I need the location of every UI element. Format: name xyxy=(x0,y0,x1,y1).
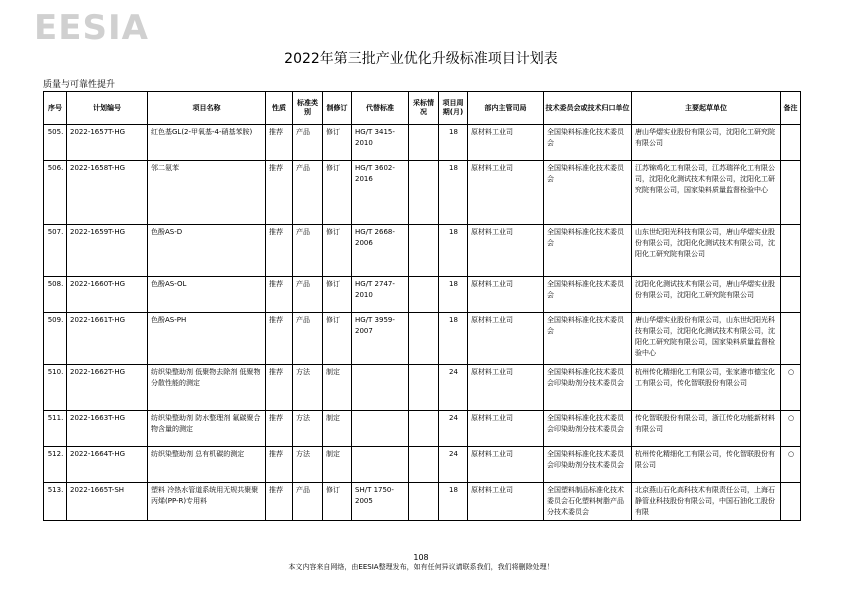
cell-category: 产品 xyxy=(293,125,323,161)
cell-technical-committee: 全国染料标准化技术委员会 xyxy=(544,161,632,225)
table-row xyxy=(44,447,801,483)
cell-nature: 推荐 xyxy=(266,125,293,161)
cell-technical-committee: 全国染料标准化技术委员会 xyxy=(544,225,632,277)
cell-seq: 507. xyxy=(44,225,67,277)
cell-note xyxy=(781,483,801,521)
cell-technical-committee: 全国塑料制品标准化技术委员会石化塑料树脂产品分技术委员会 xyxy=(544,483,632,521)
cell-project-name: 邻二氨苯 xyxy=(148,161,266,225)
cell-category: 产品 xyxy=(293,277,323,313)
cell-revision: 修订 xyxy=(323,313,352,365)
cell-seq: 505. xyxy=(44,125,67,161)
cell-category: 产品 xyxy=(293,313,323,365)
cell-revision: 制定 xyxy=(323,365,352,411)
eesia-logo: EESIA xyxy=(34,8,149,48)
table-row xyxy=(44,313,801,365)
cell-seq: 513. xyxy=(44,483,67,521)
cell-note xyxy=(781,161,801,225)
cell-department: 原材料工业司 xyxy=(468,225,544,277)
cell-project-name: 纺织染整助剂 总有机碳的测定 xyxy=(148,447,266,483)
table-row xyxy=(44,125,801,161)
header-period: 项目周期(月) xyxy=(439,92,468,125)
cell-nature: 推荐 xyxy=(266,225,293,277)
cell-note xyxy=(781,313,801,365)
cell-nature: 推荐 xyxy=(266,365,293,411)
cell-technical-committee: 全国染料标准化技术委员会印染助剂分技术委员会 xyxy=(544,365,632,411)
table-row xyxy=(44,161,801,225)
cell-revision: 修订 xyxy=(323,225,352,277)
table-row xyxy=(44,225,801,277)
cell-technical-committee: 全国染料标准化技术委员会印染助剂分技术委员会 xyxy=(544,411,632,447)
cell-period: 24 xyxy=(439,411,468,447)
cell-adoption xyxy=(409,447,439,483)
cell-drafting-organizations: 北京燕山石化高科技术有限责任公司，上海石静管业科技股份有限公司，中国石油化工股份有限 xyxy=(632,483,781,521)
cell-nature: 推荐 xyxy=(266,161,293,225)
cell-seq: 512. xyxy=(44,447,67,483)
header-note: 备注 xyxy=(781,92,801,125)
cell-replaces xyxy=(352,365,409,411)
cell-replaces xyxy=(352,411,409,447)
cell-drafting-organizations: 江苏锦鸡化工有限公司，江苏瑞祥化工有限公司，沈阳化化测试技术有限公司，沈阳化工研究院有限公司，国家染料质量监督检验中心 xyxy=(632,161,781,225)
cell-period: 24 xyxy=(439,447,468,483)
header-plan-number: 计划编号 xyxy=(67,92,148,125)
cell-category: 产品 xyxy=(293,483,323,521)
table-row xyxy=(44,411,801,447)
cell-seq: 510. xyxy=(44,365,67,411)
cell-plan-number: 2022-1658T-HG xyxy=(67,161,148,225)
header-technical-committee: 技术委员会或技术归口单位 xyxy=(544,92,632,125)
cell-adoption xyxy=(409,365,439,411)
cell-seq: 508. xyxy=(44,277,67,313)
cell-replaces: HG/T 2668-2006 xyxy=(352,225,409,277)
cell-period: 18 xyxy=(439,277,468,313)
cell-department: 原材料工业司 xyxy=(468,483,544,521)
cell-category: 方法 xyxy=(293,411,323,447)
cell-revision: 制定 xyxy=(323,411,352,447)
cell-drafting-organizations: 沈阳化化测试技术有限公司，唐山华熠实业股份有限公司，沈阳化工研究院有限公司 xyxy=(632,277,781,313)
cell-plan-number: 2022-1662T-HG xyxy=(67,365,148,411)
page-number: 108 xyxy=(413,553,429,562)
cell-seq: 506. xyxy=(44,161,67,225)
cell-department: 原材料工业司 xyxy=(468,365,544,411)
cell-department: 原材料工业司 xyxy=(468,313,544,365)
cell-note xyxy=(781,225,801,277)
cell-adoption xyxy=(409,277,439,313)
cell-category: 方法 xyxy=(293,447,323,483)
cell-plan-number: 2022-1657T-HG xyxy=(67,125,148,161)
header-department: 部内主管司局 xyxy=(468,92,544,125)
cell-period: 24 xyxy=(439,365,468,411)
header-seq: 序号 xyxy=(44,92,67,125)
cell-replaces: SH/T 1750-2005 xyxy=(352,483,409,521)
cell-replaces: HG/T 3602-2016 xyxy=(352,161,409,225)
cell-note: ○ xyxy=(781,411,801,447)
cell-project-name: 纺织染整助剂 低聚物去除剂 低聚物分散性能的测定 xyxy=(148,365,266,411)
header-category: 标准类别 xyxy=(293,92,323,125)
cell-seq: 511. xyxy=(44,411,67,447)
cell-department: 原材料工业司 xyxy=(468,447,544,483)
cell-category: 产品 xyxy=(293,225,323,277)
cell-adoption xyxy=(409,483,439,521)
cell-adoption xyxy=(409,161,439,225)
header-revision: 制修订 xyxy=(323,92,352,125)
standards-table xyxy=(43,91,801,521)
cell-plan-number: 2022-1661T-HG xyxy=(67,313,148,365)
cell-plan-number: 2022-1664T-HG xyxy=(67,447,148,483)
cell-technical-committee: 全国染料标准化技术委员会印染助剂分技术委员会 xyxy=(544,447,632,483)
cell-revision: 修订 xyxy=(323,161,352,225)
cell-replaces xyxy=(352,447,409,483)
cell-replaces: HG/T 2747-2010 xyxy=(352,277,409,313)
cell-revision: 修订 xyxy=(323,125,352,161)
cell-nature: 推荐 xyxy=(266,483,293,521)
cell-drafting-organizations: 唐山华熠实业股份有限公司，沈阳化工研究院有限公司 xyxy=(632,125,781,161)
header-drafting-organizations: 主要起草单位 xyxy=(632,92,781,125)
header-replaces: 代替标准 xyxy=(352,92,409,125)
cell-adoption xyxy=(409,125,439,161)
header-project-name: 项目名称 xyxy=(148,92,266,125)
cell-period: 18 xyxy=(439,125,468,161)
cell-technical-committee: 全国染料标准化技术委员会 xyxy=(544,313,632,365)
cell-project-name: 色酚AS-PH xyxy=(148,313,266,365)
cell-category: 产品 xyxy=(293,161,323,225)
footer-notice: 本文内容来自网络，由EESIA整理发布，如有任何异议请联系我们，我们将删除处理！ xyxy=(288,563,554,571)
cell-plan-number: 2022-1663T-HG xyxy=(67,411,148,447)
cell-drafting-organizations: 传化智联股份有限公司，浙江传化功能新材料有限公司 xyxy=(632,411,781,447)
table-row xyxy=(44,365,801,411)
cell-period: 18 xyxy=(439,225,468,277)
cell-project-name: 红色基GL(2-甲氧基-4-硝基苯胺) xyxy=(148,125,266,161)
table-row xyxy=(44,483,801,521)
cell-adoption xyxy=(409,411,439,447)
section-subtitle: 质量与可靠性提升 xyxy=(43,80,116,90)
cell-drafting-organizations: 杭州传化精细化工有限公司，张家港市德宝化工有限公司，传化智联股份有限公司 xyxy=(632,365,781,411)
cell-department: 原材料工业司 xyxy=(468,161,544,225)
table-header-row xyxy=(44,92,801,125)
cell-nature: 推荐 xyxy=(266,447,293,483)
cell-project-name: 色酚AS-OL xyxy=(148,277,266,313)
cell-period: 18 xyxy=(439,483,468,521)
cell-category: 方法 xyxy=(293,365,323,411)
cell-drafting-organizations: 唐山华熠实业股份有限公司，山东世纪阳光科技有限公司，沈阳化化测试技术有限公司，沈阳化工研究院有限公司，国家染料质量监督检验中心 xyxy=(632,313,781,365)
cell-replaces: HG/T 3415-2010 xyxy=(352,125,409,161)
cell-adoption xyxy=(409,225,439,277)
table-row xyxy=(44,277,801,313)
cell-department: 原材料工业司 xyxy=(468,125,544,161)
header-nature: 性质 xyxy=(266,92,293,125)
cell-seq: 509. xyxy=(44,313,67,365)
cell-period: 18 xyxy=(439,313,468,365)
header-adoption: 采标情况 xyxy=(409,92,439,125)
cell-department: 原材料工业司 xyxy=(468,411,544,447)
cell-plan-number: 2022-1660T-HG xyxy=(67,277,148,313)
cell-note: ○ xyxy=(781,365,801,411)
page-title: 2022年第三批产业优化升级标准项目计划表 xyxy=(284,51,558,67)
cell-note xyxy=(781,277,801,313)
cell-revision: 制定 xyxy=(323,447,352,483)
cell-project-name: 塑料 冷热水管道系统用无规共聚聚丙烯(PP-R)专用料 xyxy=(148,483,266,521)
cell-plan-number: 2022-1659T-HG xyxy=(67,225,148,277)
cell-technical-committee: 全国染料标准化技术委员会 xyxy=(544,277,632,313)
cell-note: ○ xyxy=(781,447,801,483)
cell-drafting-organizations: 山东世纪阳光科技有限公司，唐山华熠实业股份有限公司，沈阳化化测试技术有限公司，沈阳化工研究院有限公司 xyxy=(632,225,781,277)
cell-revision: 修订 xyxy=(323,277,352,313)
cell-replaces: HG/T 3959-2007 xyxy=(352,313,409,365)
cell-drafting-organizations: 杭州传化精细化工有限公司，传化智联股份有限公司 xyxy=(632,447,781,483)
cell-nature: 推荐 xyxy=(266,277,293,313)
cell-technical-committee: 全国染料标准化技术委员会 xyxy=(544,125,632,161)
cell-project-name: 纺织染整助剂 防水整理剂 氟碳聚合物含量的测定 xyxy=(148,411,266,447)
cell-project-name: 色酚AS-D xyxy=(148,225,266,277)
cell-department: 原材料工业司 xyxy=(468,277,544,313)
cell-nature: 推荐 xyxy=(266,313,293,365)
cell-note xyxy=(781,125,801,161)
cell-adoption xyxy=(409,313,439,365)
cell-revision: 修订 xyxy=(323,483,352,521)
cell-period: 18 xyxy=(439,161,468,225)
cell-plan-number: 2022-1665T-SH xyxy=(67,483,148,521)
cell-nature: 推荐 xyxy=(266,411,293,447)
